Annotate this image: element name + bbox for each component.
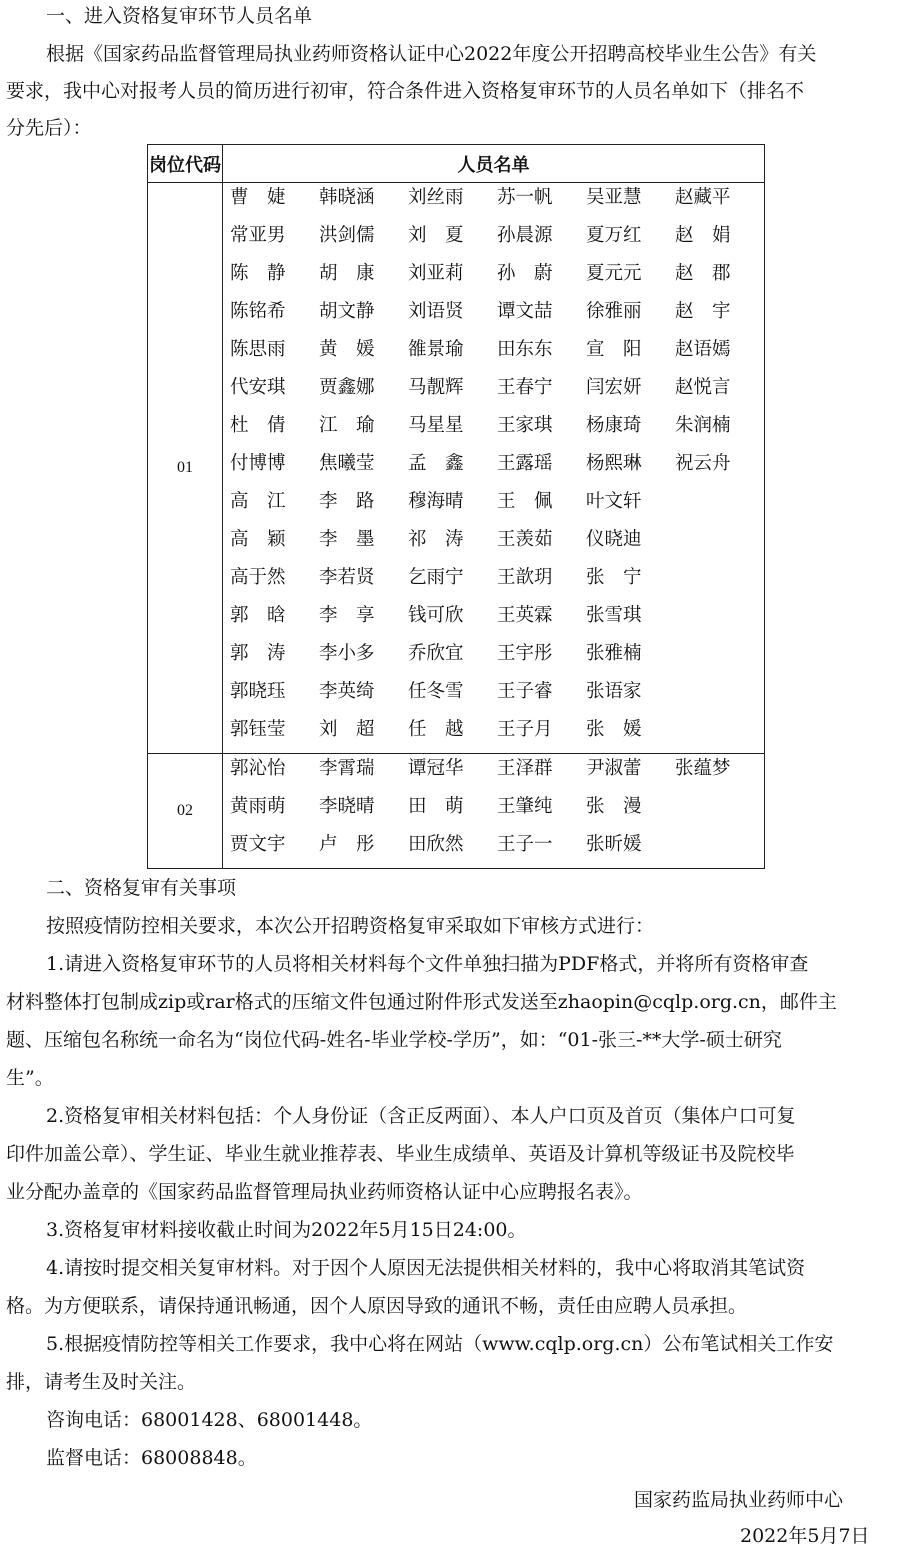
candidate-name: 王英霖	[497, 605, 553, 626]
candidate-name: 黄雨萌	[230, 796, 286, 817]
name-grid-01	[223, 183, 764, 753]
candidate-name: 张 漫	[586, 796, 642, 817]
candidate-name: 焦曦莹	[319, 453, 375, 474]
candidate-name: 陈 静	[230, 263, 286, 284]
candidate-name	[675, 830, 764, 868]
candidate-name: 王羡茹	[497, 529, 553, 550]
candidate-name: 李霄瑞	[319, 758, 375, 779]
section2-line: 印件加盖公章）、学生证、毕业生就业推荐表、毕业生成绩单、英语及计算机等级证书及院校毕	[6, 1143, 795, 1165]
section2-line: 按照疫情防控相关要求，本次公开招聘资格复审采取如下审核方式进行：	[46, 915, 655, 937]
section1-heading: 一、进入资格复审环节人员名单	[46, 5, 313, 27]
candidate-name: 赵语嫣	[675, 339, 731, 360]
candidate-name: 苏一帆	[497, 187, 553, 208]
section2-line: 格。为方便联系，请保持通讯畅通，因个人原因导致的通讯不畅，责任由应聘人员承担。	[6, 1295, 748, 1317]
candidate-name: 张语家	[586, 681, 642, 702]
candidate-name: 孟 鑫	[408, 453, 464, 474]
candidate-name: 吴亚慧	[586, 187, 642, 208]
candidate-name: 刘语贤	[408, 301, 464, 322]
candidate-name: 王露瑶	[497, 453, 553, 474]
candidate-name: 钱可欣	[408, 605, 464, 626]
candidate-name: 代安琪	[230, 377, 286, 398]
candidate-name: 乔欣宜	[408, 643, 464, 664]
position-code: 02	[148, 754, 223, 869]
candidate-name: 孙 蔚	[497, 263, 553, 284]
candidate-name: 穆海晴	[408, 491, 464, 512]
candidate-name: 李小多	[319, 643, 375, 664]
candidate-name: 李 墨	[319, 529, 375, 550]
candidate-name: 刘亚莉	[408, 263, 464, 284]
candidate-name	[675, 792, 764, 830]
candidate-name: 赵 宇	[675, 301, 731, 322]
table-header-row	[148, 145, 765, 183]
candidate-name: 王泽群	[497, 758, 553, 779]
candidate-name: 王子睿	[497, 681, 553, 702]
candidate-name: 王 佩	[497, 491, 553, 512]
candidate-name: 郭钰莹	[230, 719, 286, 740]
candidate-name: 仪晓迪	[586, 529, 642, 550]
name-grid-02	[223, 754, 764, 868]
candidate-name: 雒景瑜	[408, 339, 464, 360]
candidate-name	[675, 563, 764, 601]
candidate-name: 高 颖	[230, 529, 286, 550]
candidate-name	[675, 487, 764, 525]
candidate-name: 祁 涛	[408, 529, 464, 550]
candidate-name: 李 享	[319, 605, 375, 626]
candidate-name: 杜 倩	[230, 415, 286, 436]
group-row-01	[148, 183, 765, 754]
candidate-name: 田 萌	[408, 796, 464, 817]
header-name-list: 人员名单	[223, 145, 765, 183]
candidate-name: 胡文静	[319, 301, 375, 322]
group-row-02	[148, 754, 765, 869]
section2-line: 生”。	[6, 1067, 54, 1089]
candidate-name: 李晓晴	[319, 796, 375, 817]
candidate-name	[675, 715, 764, 753]
candidate-name: 赵悦言	[675, 377, 731, 398]
candidate-name: 任 越	[408, 719, 464, 740]
section2-line: 2.资格复审相关材料包括：个人身份证（含正反两面）、本人户口页及首页（集体户口可复	[46, 1105, 796, 1127]
candidate-name: 贾文宇	[230, 834, 286, 855]
candidate-name: 曹 婕	[230, 187, 286, 208]
intro-line-3: 分先后）：	[6, 117, 92, 139]
candidate-name: 祝云舟	[675, 453, 731, 474]
candidate-name: 李英绮	[319, 681, 375, 702]
candidate-name: 王宇彤	[497, 643, 553, 664]
candidate-name: 高于然	[230, 567, 286, 588]
candidate-name: 宣 阳	[586, 339, 642, 360]
candidate-name: 朱润楠	[675, 415, 731, 436]
candidate-name: 王子一	[497, 834, 553, 855]
consult-phone: 咨询电话：68001428、68001448。	[46, 1409, 373, 1431]
candidate-name: 赵 郡	[675, 263, 731, 284]
candidate-name: 张 媛	[586, 719, 642, 740]
candidate-name: 高 江	[230, 491, 286, 512]
candidate-name: 郭沁怡	[230, 758, 286, 779]
candidate-name: 杨熙琳	[586, 453, 642, 474]
candidate-name: 王子月	[497, 719, 553, 740]
section2-line: 业分配办盖章的《国家药品监督管理局执业药师资格认证中心应聘报名表》。	[6, 1181, 643, 1203]
candidate-name: 常亚男	[230, 225, 286, 246]
candidate-name: 卢 彤	[319, 834, 375, 855]
candidate-name: 赵藏平	[675, 187, 731, 208]
candidate-name: 黄 媛	[319, 339, 375, 360]
candidate-name: 李若贤	[319, 567, 375, 588]
candidate-name: 张昕媛	[586, 834, 642, 855]
candidate-name: 李 路	[319, 491, 375, 512]
section2-line: 材料整体打包制成zip或rar格式的压缩文件包通过附件形式发送至zhaopin@cqlp.org.cn，邮件主	[6, 991, 837, 1013]
candidate-name: 江 瑜	[319, 415, 375, 436]
candidate-name: 刘 夏	[408, 225, 464, 246]
candidate-name: 乞雨宁	[408, 567, 464, 588]
candidate-name: 胡 康	[319, 263, 375, 284]
candidate-name	[675, 525, 764, 563]
section2-line: 1.请进入资格复审环节的人员将相关材料每个文件单独扫描为PDF格式，并将所有资格审查	[46, 953, 809, 975]
candidate-name: 夏元元	[586, 263, 642, 284]
candidate-name: 夏万红	[586, 225, 642, 246]
section2-line: 4.请按时提交相关复审材料。对于因个人原因无法提供相关材料的，我中心将取消其笔试资	[46, 1257, 806, 1279]
candidate-name: 田欣然	[408, 834, 464, 855]
candidate-name: 马星星	[408, 415, 464, 436]
candidate-name: 田东东	[497, 339, 553, 360]
candidate-name: 陈铭希	[230, 301, 286, 322]
section2-line: 3.资格复审材料接收截止时间为2022年5月15日24:00。	[46, 1219, 527, 1241]
section2-line: 5.根据疫情防控等相关工作要求，我中心将在网站（www.cqlp.org.cn）公布笔试相关工作安	[46, 1333, 834, 1355]
candidate-name: 张蕴梦	[675, 758, 731, 779]
candidate-name	[675, 639, 764, 677]
candidate-name: 郭 晗	[230, 605, 286, 626]
supervise-phone: 监督电话：68008848。	[46, 1447, 257, 1469]
candidate-name: 叶文轩	[586, 491, 642, 512]
section2-line: 排，请考生及时关注。	[6, 1371, 197, 1393]
intro-line-2: 要求，我中心对报考人员的简历进行初审，符合条件进入资格复审环节的人员名单如下（排名不	[6, 80, 805, 102]
candidate-name: 杨康琦	[586, 415, 642, 436]
candidate-table	[147, 144, 765, 869]
candidate-name: 尹淑蕾	[586, 758, 642, 779]
candidate-name: 王歆玥	[497, 567, 553, 588]
section2-line: 题、压缩包名称统一命名为“岗位代码-姓名-毕业学校-学历”，如：“01-张三-**大学-硕士研究	[6, 1029, 782, 1051]
section2-heading: 二、资格复审有关事项	[46, 877, 237, 899]
candidate-name	[675, 677, 764, 715]
signature-org: 国家药监局执业药师中心	[634, 1489, 844, 1511]
candidate-name: 郭 涛	[230, 643, 286, 664]
candidate-name: 谭冠华	[408, 758, 464, 779]
candidate-name: 赵 娟	[675, 225, 731, 246]
candidate-name: 张雪琪	[586, 605, 642, 626]
candidate-name: 刘 超	[319, 719, 375, 740]
candidate-name: 任冬雪	[408, 681, 464, 702]
candidate-name: 王家琪	[497, 415, 553, 436]
candidate-name: 贾鑫娜	[319, 377, 375, 398]
intro-line-1: 根据《国家药品监督管理局执业药师资格认证中心2022年度公开招聘高校毕业生公告》有关	[46, 43, 817, 65]
candidate-name: 孙晨源	[497, 225, 553, 246]
candidate-name: 王春宁	[497, 377, 553, 398]
candidate-name: 陈思雨	[230, 339, 286, 360]
candidate-name: 洪剑儒	[319, 225, 375, 246]
candidate-name: 韩晓涵	[319, 187, 375, 208]
header-position-code: 岗位代码	[148, 145, 223, 183]
candidate-name: 王肇纯	[497, 796, 553, 817]
candidate-name	[675, 601, 764, 639]
candidate-name: 马靓辉	[408, 377, 464, 398]
signature-date: 2022年5月7日	[740, 1525, 870, 1547]
candidate-name: 刘丝雨	[408, 187, 464, 208]
candidate-name: 闫宏妍	[586, 377, 642, 398]
candidate-name: 徐雅丽	[586, 301, 642, 322]
candidate-name: 谭文喆	[497, 301, 553, 322]
candidate-name: 张 宁	[586, 567, 642, 588]
candidate-name: 付博博	[230, 453, 286, 474]
candidate-name: 郭晓珏	[230, 681, 286, 702]
position-code: 01	[148, 183, 223, 754]
candidate-name: 张雅楠	[586, 643, 642, 664]
